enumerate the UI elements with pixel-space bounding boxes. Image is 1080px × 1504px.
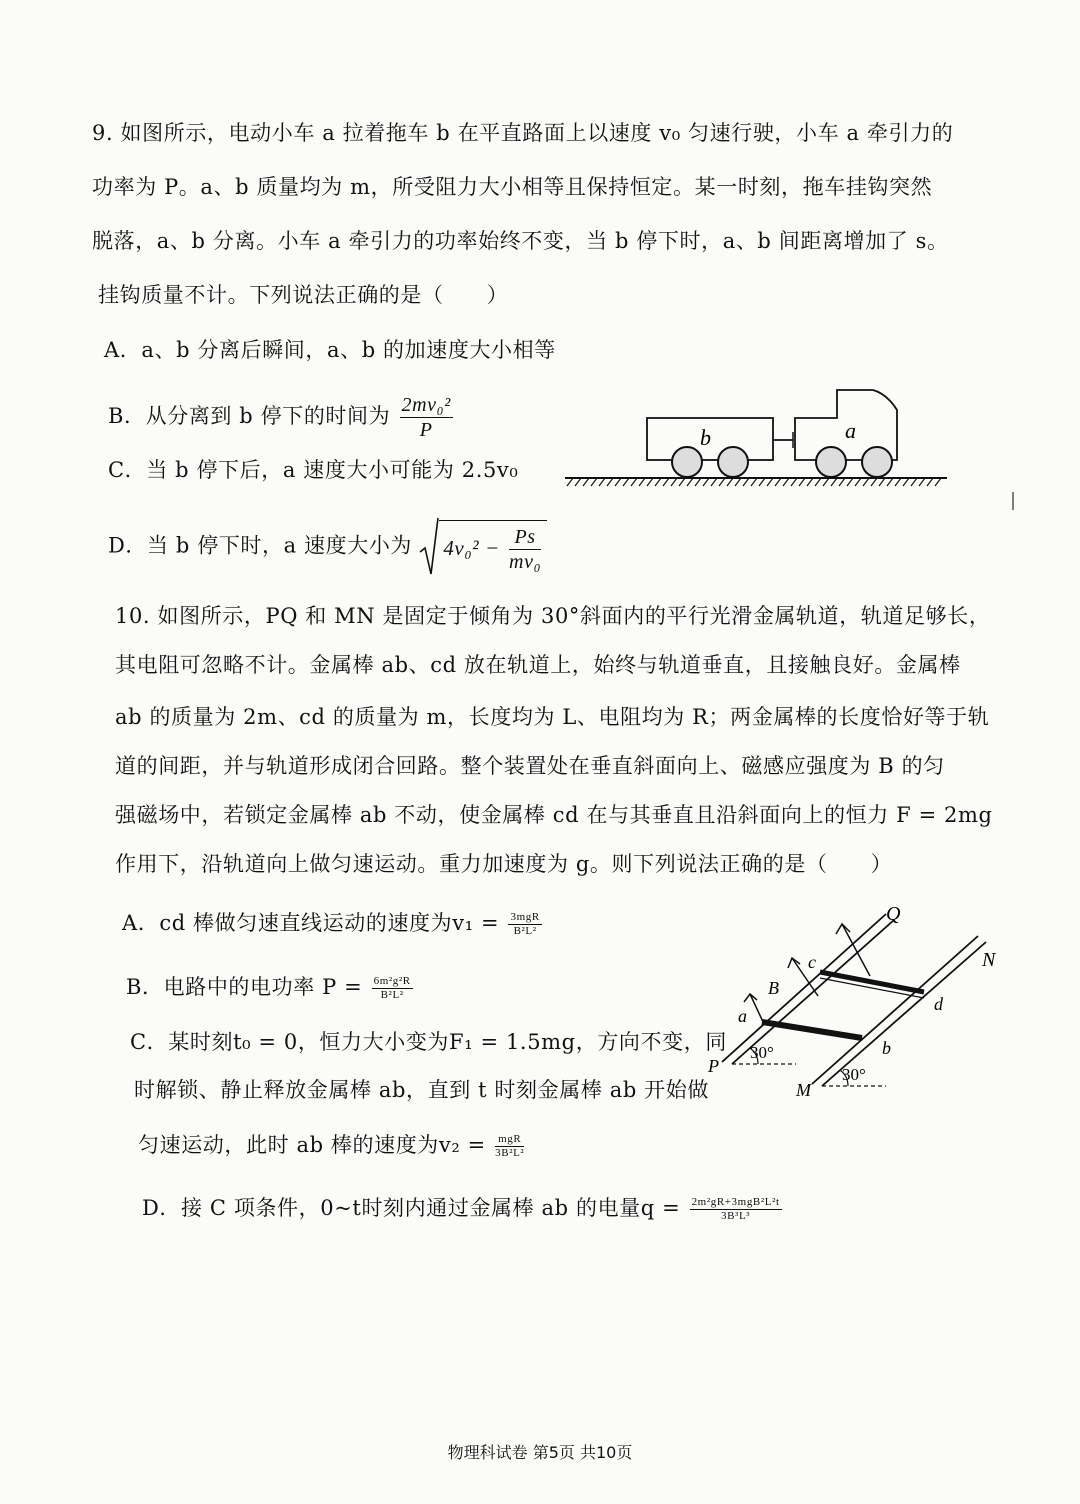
q10-option-b — [126, 972, 415, 1002]
label-c: c — [808, 952, 816, 972]
q10-option-a — [122, 908, 544, 938]
rod-ab — [762, 1022, 862, 1038]
label-angle-1: 30° — [750, 1043, 774, 1062]
q9-option-b-text: B．从分离到 b 停下的时间为 — [108, 404, 391, 428]
label-m: M — [796, 1080, 811, 1100]
q10-option-d-denominator: 3B³L³ — [721, 1210, 751, 1222]
q10-option-b-numerator: 6m²g²R — [373, 975, 411, 987]
q10-stem-line-6: 作用下，沿轨道向上做匀速运动。重力加速度为 g。则下列说法正确的是（ ） — [115, 852, 893, 876]
q9-option-d-term: 4v₀² − — [443, 536, 500, 560]
q10-option-d — [142, 1193, 784, 1223]
q10-option-c-denominator: 3B²L² — [495, 1147, 525, 1159]
q9-option-d-fraction — [509, 525, 541, 574]
q10-option-c-fraction — [495, 1133, 524, 1160]
q10-option-c-numerator: mgR — [495, 1133, 524, 1147]
q9-number: 9. — [92, 121, 114, 145]
q10-option-d-numerator: 2m²gR+3mgB²L²t — [691, 1196, 780, 1208]
q9-stem-line-4: 挂钩质量不计。下列说法正确的是（ ） — [98, 283, 509, 307]
q10-option-a-numerator: 3mgR — [510, 911, 540, 923]
q10-option-d-fraction — [690, 1196, 782, 1223]
label-a: a — [738, 1006, 747, 1026]
q9-option-b — [108, 393, 455, 442]
force-arrows — [744, 924, 870, 1024]
q9-option-d-denominator: mv₀ — [509, 551, 542, 573]
q9-option-a: A．a、b 分离后瞬间，a、b 的加速度大小相等 — [104, 338, 556, 362]
label-p: P — [708, 1056, 719, 1076]
car-a-label: a — [845, 418, 856, 443]
q9-option-b-fraction — [400, 393, 453, 442]
label-q: Q — [886, 903, 901, 925]
page-footer: 物理科试卷 第5页 共10页 — [447, 1443, 633, 1462]
q10-stem-text-1: 如图所示，PQ 和 MN 是固定于倾角为 30°斜面内的平行光滑金属轨道，轨道足够长， — [157, 604, 991, 628]
q9-stem-text-1: 如图所示，电动小车 a 拉着拖车 b 在平直路面上以速度 v₀ 匀速行驶，小车 a 牵引力的 — [120, 121, 954, 145]
label-b-field: B — [768, 978, 779, 998]
label-d: d — [934, 994, 943, 1014]
q9-stem-line-2: 功率为 P。a、b 质量均为 m，所受阻力大小相等且保持恒定。某一时刻，拖车挂钩突然 — [92, 175, 933, 199]
q10-option-b-text: B．电路中的电功率 P = — [126, 975, 363, 999]
q9-option-b-numerator: 2mv₀² — [401, 394, 451, 416]
q10-option-c-text: 匀速运动，此时 ab 棒的速度为v₂ = — [138, 1133, 486, 1157]
label-angle-2: 30° — [842, 1065, 866, 1084]
trailer-b-label: b — [700, 425, 711, 450]
ground-hatch — [567, 478, 941, 486]
q9-option-d — [108, 520, 547, 574]
label-b: b — [882, 1038, 891, 1058]
q10-stem-line-4: 道的间距，并与轨道形成闭合回路。整个装置处在垂直斜面向上、磁感应强度为 B 的匀 — [115, 754, 945, 778]
q10-option-d-text: D．接 C 项条件，0~t时刻内通过金属棒 ab 的电量q = — [142, 1196, 681, 1220]
q9-option-c: C．当 b 停下后，a 速度大小可能为 2.5v₀ — [108, 458, 519, 482]
q10-stem-line-5: 强磁场中，若锁定金属棒 ab 不动，使金属棒 cd 在与其垂直且沿斜面向上的恒力 F = 2mg — [115, 803, 993, 827]
q10-option-a-text: A．cd 棒做匀速直线运动的速度为v₁ = — [122, 911, 500, 935]
q10-option-b-denominator: B²L² — [380, 989, 404, 1001]
q9-option-d-text: D．当 b 停下时，a 速度大小为 — [108, 533, 413, 558]
q10-stem-line-3: ab 的质量为 2m、cd 的质量为 m，长度均为 L、电阻均为 R；两金属棒的长度恰好等于轨 — [115, 705, 990, 729]
q10-number: 10. — [115, 604, 151, 628]
q9-option-d-radicand — [439, 520, 547, 574]
q9-option-d-numerator: Ps — [509, 525, 541, 550]
label-n: N — [982, 949, 996, 971]
q10-option-a-fraction — [508, 911, 541, 938]
rod-cd — [820, 972, 924, 992]
q10-option-c-line-1: C．某时刻t₀ = 0，恒力大小变为F₁ = 1.5mg，方向不变，同 — [130, 1030, 727, 1054]
q10-stem-line-1 — [115, 601, 990, 631]
q10-option-c-line-3 — [138, 1130, 526, 1160]
q10-figure-rails — [700, 900, 1020, 1105]
radical-sign — [419, 516, 439, 576]
q9-stem-line-3: 脱落，a、b 分离。小车 a 牵引力的功率始终不变，当 b 停下时，a、b 间距离增加了 s。 — [92, 229, 949, 253]
q10-option-c-line-2: 时解锁、静止释放金属棒 ab，直到 t 时刻金属棒 ab 开始做 — [134, 1078, 709, 1102]
q10-option-b-fraction — [372, 975, 413, 1002]
q9-stem-line-1 — [92, 118, 953, 148]
q10-option-a-denominator: B²L² — [513, 925, 537, 937]
wheels — [672, 447, 892, 477]
q9-option-d-sqrt — [419, 520, 547, 574]
q9-option-b-denominator: P — [419, 419, 433, 441]
q10-stem-line-2: 其电阻可忽略不计。金属棒 ab、cd 放在轨道上，始终与轨道垂直，且接触良好。金属棒 — [115, 653, 961, 677]
q9-figure-cars — [555, 380, 1035, 520]
